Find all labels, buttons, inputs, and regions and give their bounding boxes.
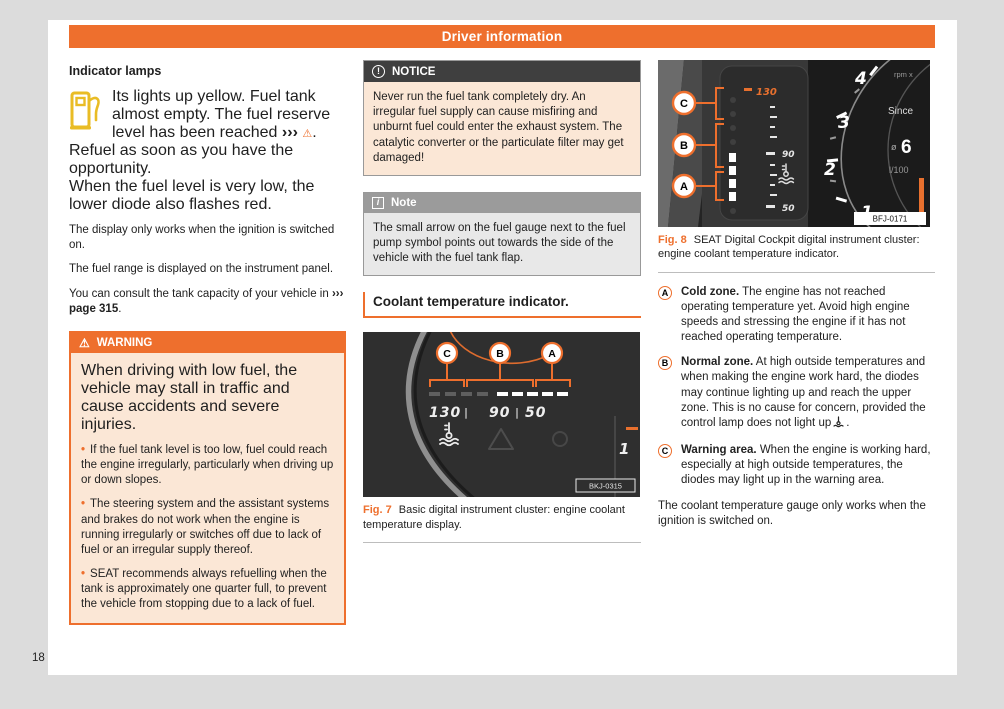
zone-title: Warning area. (681, 444, 757, 457)
scale-130: 130 (756, 87, 777, 98)
middle-column (363, 60, 641, 555)
callout-letter: A (680, 181, 688, 193)
page-reference-link: ››› page 315 (69, 287, 344, 315)
zone-item-text (681, 355, 935, 433)
figure-code: BFJ-0171 (872, 214, 908, 224)
chapter-header (69, 25, 935, 48)
body-text: You can consult the tank capacity of your vehicle in (69, 287, 332, 300)
zone-item-text (681, 443, 935, 489)
scale-130: 130 (429, 405, 462, 422)
rpm-label: rpm x (894, 70, 913, 79)
callout-letter: C (443, 348, 451, 361)
body-text: When the fuel level is very low, the lower diode also flashes red. (69, 178, 315, 213)
note-box-body: The small arrow on the fuel gauge next to the fuel pump symbol points out towards the side of the vehicle with the fuel tank flap. (364, 213, 640, 276)
temperature-diode-bar (429, 392, 568, 396)
scale-90: 90 (489, 405, 511, 422)
closing-paragraph: The coolant temperature gauge only works when the ignition is switched on. (658, 499, 926, 527)
notice-box-header (364, 61, 640, 82)
zone-item-a (658, 285, 935, 346)
body-text: . Refuel as soon as you have the opportunity. (69, 124, 317, 177)
tach-number: 2 (824, 160, 836, 180)
circled-letter-c: C (658, 444, 672, 458)
caption-text: Basic digital instrument cluster: engine coolant temperature display. (363, 504, 625, 531)
note-box-header (364, 193, 640, 213)
info-square-icon: i (372, 197, 384, 209)
body-text: At high outside temperatures and when making the engine work hard, the diodes may continue lighting up and reach the upper zone. This is no cause for concern, provided the control lamp does not light up (681, 356, 926, 429)
zone-item-text (681, 285, 935, 346)
avg-symbol: ø (891, 142, 897, 152)
right-column (658, 60, 935, 538)
zone-title: Normal zone. (681, 356, 754, 369)
exclamation-circle-icon: ! (372, 65, 385, 78)
body-text: The display only works when the ignition is switched on. (69, 224, 335, 252)
figure-code: BKJ-0315 (589, 481, 622, 491)
tach-number: 4 (855, 69, 867, 89)
figure-7-block (363, 332, 641, 543)
reference-arrows: ››› (281, 124, 298, 141)
warning-bullet: • The steering system and the assistant systems and brakes do not work when the engine is running irregularly or switches off due to lack of fuel or an irregular supply thereof. (81, 497, 334, 558)
warning-box-body (71, 353, 344, 623)
zone-item-c (658, 443, 935, 489)
fuel-lamp-paragraph (69, 88, 346, 214)
coolant-temperature-icon (833, 416, 844, 433)
figure-8-block (658, 60, 935, 273)
warning-triangle-icon: ⚠ (302, 128, 313, 140)
tach-number: 3 (838, 113, 850, 133)
scale-separator: | (464, 406, 469, 420)
callout-letter: B (680, 140, 688, 152)
figure-8-code-box (854, 212, 926, 225)
figure-7-image (363, 332, 640, 497)
zone-title: Cold zone. (681, 285, 740, 298)
body-text: . (118, 302, 122, 315)
avg-value: 6 (901, 137, 912, 158)
warning-bullet: • SEAT recommends always refuelling when the tank is approximately one quarter full, to prevent the vehicle from stopping due to a lack of fuel. (81, 567, 334, 613)
figure-7-code-box (576, 479, 635, 492)
notice-box-body: Never run the fuel tank completely dry. An irregular fuel supply can cause misfiring and unburnt fuel could enter the exhaust system. The catalytic converter or the particulate filter may get damaged! (364, 82, 640, 175)
circled-letter-a: A (658, 286, 672, 300)
section-heading-coolant: Coolant temperature indicator. (363, 292, 641, 318)
warning-intro: When driving with low fuel, the vehicle may stall in traffic and cause accidents and severe injuries. (81, 361, 298, 433)
manual-page (48, 20, 957, 675)
figure-7-label: Fig. 7 (363, 504, 392, 517)
zone-item-b (658, 355, 935, 433)
notice-box (363, 60, 641, 176)
warning-box-title: WARNING (96, 336, 153, 349)
note-box (363, 192, 641, 277)
callout-letter: A (548, 348, 556, 361)
warning-bullet: • If the fuel tank level is too low, fuel could reach the engine irregularly, particularly when driving up or down slopes. (81, 443, 334, 489)
figure-8-image (658, 60, 930, 227)
warning-box (69, 331, 346, 625)
figure-7-caption (363, 503, 641, 532)
scale-separator: | (515, 406, 520, 420)
callout-letter: C (680, 98, 688, 110)
scale-50: 50 (782, 204, 795, 214)
figure-8-label: Fig. 8 (658, 234, 687, 246)
figure-8-caption (658, 233, 935, 262)
scale-50: 50 (525, 405, 547, 422)
warning-triangle-icon: ⚠ (79, 335, 90, 350)
notice-box-title: NOTICE (392, 65, 436, 78)
orange-marker (626, 427, 638, 430)
figure-8-callouts (673, 92, 695, 197)
callout-letter: B (496, 348, 504, 361)
since-label: Since (888, 106, 914, 117)
body-text: Its lights up yellow. Fuel tank almost empty. The fuel reserve level has been reached (112, 88, 331, 141)
fuel-pump-icon (69, 89, 103, 131)
section-title-indicator-lamps: Indicator lamps (69, 64, 162, 78)
partial-digit: 1 (619, 440, 630, 459)
body-text: . (846, 416, 850, 429)
caption-text: SEAT Digital Cockpit digital instrument cluster: engine coolant temperature indicator. (658, 234, 920, 261)
body-text: The fuel range is displayed on the instrument panel. (69, 263, 334, 276)
circled-letter-b: B (658, 356, 672, 370)
warning-box-header (71, 333, 344, 353)
page-number: 18 (32, 652, 45, 664)
body-text: The engine has not reached operating temperature yet. Avoid high engine speeds and stressing the engine if it has not reached operating temperature. (681, 285, 910, 344)
body-text (69, 287, 346, 317)
body-text: When the engine is working hard, especially at high outside temperatures, the diodes may light up in the warning area. (681, 444, 931, 487)
unit-label: l/100 (889, 165, 909, 175)
note-box-title: Note (391, 196, 417, 209)
chapter-header-title: Driver information (441, 29, 563, 44)
scale-90: 90 (782, 150, 795, 160)
left-column (69, 60, 346, 625)
